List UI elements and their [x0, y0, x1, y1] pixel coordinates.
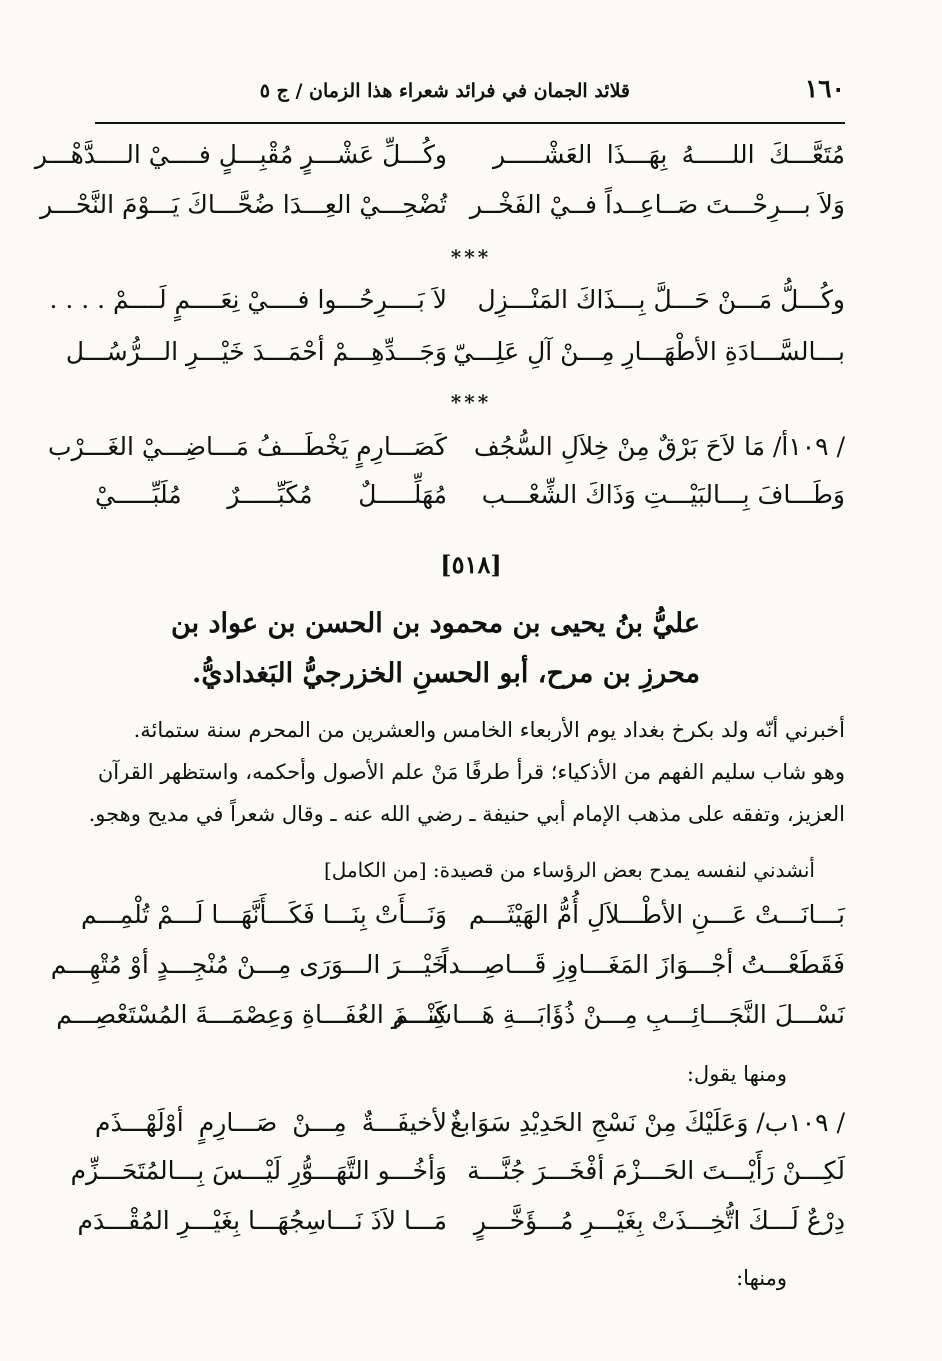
verse-first-hemistich: وكُـــلُّ مَـــنْ حَـــلَّ بِـــذَاكَ المَنْـــزِل — [477, 285, 845, 314]
recitation-intro: أنشدني لنفسه يمدح بعض الرؤساء من قصيدة: [من الكامل] — [323, 858, 815, 882]
verse-first-hemistich: / ١٠٩ب/ وَعَلَيْكَ مِنْ نَسْجِ الحَدِيْدِ سَوَابغٌ — [449, 1108, 845, 1137]
verse-line — [95, 480, 845, 524]
verse-first-hemistich: لَكِـــنْ رَأَيْـــتَ الحَـــزْمَ أفْخَـــرَ جُنَّـــة — [467, 1156, 845, 1185]
verse-first-hemistich: بَـــانَـــتْ عَـــنِ الأطْـــلاَلِ أُمُّ الهَيْثَـــم — [468, 900, 845, 929]
verse-second-hemistich: لاَ بَــــرِحُـــوا فــــيْ نِعَــــمٍ لَــــمْ . . . . — [49, 285, 447, 314]
verse-second-hemistich: وَنَـــأَتْ بِنَـــا فَكَـــأَنَّهَـــا لَـــمْ تُلْمِـــم — [81, 900, 447, 929]
verse-second-hemistich: مُهَلِّـــــلٌ مُكَبِّـــــرٌ مُلَبِّـــــيْ — [95, 480, 447, 509]
verse-first-hemistich: فَقَطَعْـــتُ أجْـــوَازَ المَغَـــاوِزِ قَـــاصِـــداً — [441, 950, 845, 979]
running-title: قلائد الجمان في فرائد شعراء هذا الزمان / ج ٥ — [259, 80, 630, 102]
verse-second-hemistich: خَيْـــرَ الـــوَرَى مِـــنْ مُنْجِـــدٍ أوْ مُتْهِـــم — [50, 950, 447, 979]
biography-heading-line: محرزِ بن مرح، أبو الحسنِ الخزرجيُّ البَغداديُّ. — [192, 658, 700, 689]
verse-line — [49, 285, 845, 329]
verse-second-hemistich: وكُـــلِّ عَشْـــرٍ مُقْبِـــلٍ فــــيْ الــــدَّهْـــر — [34, 140, 447, 169]
transition-label: ومنها: — [736, 1266, 787, 1290]
verse-line — [65, 337, 845, 381]
prose-line: أخبرني أنّه ولد بكرخ بغداد يوم الأربعاء الخامس والعشرين من المحرم سنة ستمائة. — [133, 718, 845, 742]
header-rule — [95, 122, 845, 124]
verse-line — [40, 190, 845, 234]
verse-first-hemistich: مُتَعَّـــكَ اللـــــهُ بِهَـــذَا العَشْـــــر — [493, 140, 845, 169]
biography-heading-line: عليُّ بنُ يحيى بن محمود بن الحسن بن عواد بن — [171, 608, 700, 639]
prose-line: وهو شاب سليم الفهم من الأذكياء؛ قرأ طرفًا مَنْ علم الأصول وأحكمه، واستظهر القرآن — [97, 760, 845, 784]
verse-line — [50, 950, 845, 994]
verse-line — [81, 900, 845, 944]
verse-second-hemistich: كَصَـــارِمٍ يَخْطَـــفُ مَـــاضِـــيْ الغَـــرْب — [48, 432, 447, 461]
verse-line — [77, 1206, 845, 1250]
verse-second-hemistich: كَنْـــزَ العُفَـــاةِ وَعِصْمَـــةَ المُسْتَعْصِـــم — [56, 1000, 447, 1029]
transition-label: ومنها يقول: — [686, 1062, 787, 1086]
verse-line — [48, 432, 845, 476]
section-separator: *** — [450, 390, 492, 414]
verse-first-hemistich: نَسْـــلَ النَّجَـــائِـــبِ مِـــنْ ذُؤَابَـــةِ هَـــاشِـــم — [392, 1000, 845, 1029]
running-header — [95, 72, 845, 112]
verse-first-hemistich: وَلاَ بـــرِحْـــتَ صَــاعِــداً فــيْ الفَخْــر — [469, 190, 845, 219]
entry-number: [٥١٨] — [440, 550, 502, 579]
verse-second-hemistich: تُضْحِـــيْ العِـــدَا ضُحَّـــاكَ يَـــوْمَ النَّحْـــر — [40, 190, 447, 219]
page-number: ١٦٠ — [804, 74, 845, 103]
verse-first-hemistich: / ١٠٩أ/ مَا لاَحَ بَرْقٌ مِنْ خِلاَلِ السُّجُف — [473, 432, 845, 461]
verse-second-hemistich: مَـــا لاَذَ نَـــاسِجُهَـــا بِغَيْـــرِ المُقْـــدَم — [77, 1206, 447, 1235]
section-separator: *** — [450, 245, 492, 269]
verse-first-hemistich: دِرْعٌ لَـــكَ اتُّخِـــذَتْ بِغَيْـــرِ مُـــؤَخَّـــرٍ — [473, 1206, 845, 1235]
verse-second-hemistich: وَجَـــدِّهِـــمْ أحْمَـــدَ خَيْـــرِ الـــرُّسُـــل — [65, 337, 447, 366]
verse-second-hemistich: لأخيفَـــةٌ مِـــنْ صَـــارِمٍ أوْلَهْـــذَم — [95, 1108, 447, 1137]
verse-line — [70, 1156, 845, 1200]
verse-first-hemistich: وَطَـــافَ بِـــالبَيْـــتِ وَذَاكَ الشِّعْـــب — [481, 480, 845, 509]
verse-second-hemistich: وَأخُـــو التَّهَـــوُّرِ لَيْـــسَ بِـــالمُتَحَـــزِّم — [70, 1156, 447, 1185]
verse-line — [95, 1108, 845, 1152]
verse-line — [56, 1000, 845, 1044]
prose-line: العزيز، وتفقه على مذهب الإمام أبي حنيفة ـ رضي الله عنه ـ وقال شعراً في مديح وهجو. — [88, 802, 845, 826]
verse-line — [34, 140, 845, 184]
verse-first-hemistich: بـــالسَّـــادَةِ الأطْهَـــارِ مِـــنْ آلِ عَلِـــيّ — [453, 337, 845, 366]
